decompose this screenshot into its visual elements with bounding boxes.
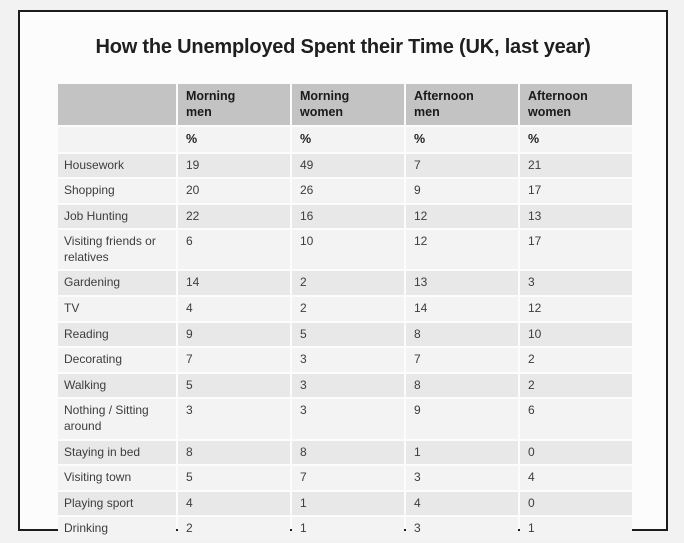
value-cell: 16 [292, 205, 404, 229]
row-label: TV [58, 297, 176, 321]
value-cell: 1 [520, 517, 632, 541]
row-label: Visiting friends or relatives [58, 230, 176, 269]
value-cell: 3 [292, 348, 404, 372]
row-label: Gardening [58, 271, 176, 295]
table-header-row [58, 84, 632, 125]
unit-cell: % [178, 127, 290, 151]
value-cell: 4 [520, 466, 632, 490]
table-row [58, 297, 632, 321]
table-row [58, 179, 632, 203]
value-cell: 6 [178, 230, 290, 269]
row-label: Visiting town [58, 466, 176, 490]
value-cell: 0 [520, 492, 632, 516]
value-cell: 8 [406, 374, 518, 398]
row-label: Nothing / Sitting around [58, 399, 176, 438]
value-cell: 14 [406, 297, 518, 321]
value-cell: 6 [520, 399, 632, 438]
time-use-table [56, 82, 634, 543]
row-label: Walking [58, 374, 176, 398]
value-cell: 17 [520, 179, 632, 203]
value-cell: 9 [406, 399, 518, 438]
column-header-morning-women: Morning women [292, 84, 404, 125]
value-cell: 5 [178, 374, 290, 398]
value-cell: 21 [520, 154, 632, 178]
unit-cell: % [520, 127, 632, 151]
value-cell: 12 [406, 205, 518, 229]
value-cell: 4 [178, 492, 290, 516]
value-cell: 3 [292, 374, 404, 398]
value-cell: 3 [406, 517, 518, 541]
value-cell: 22 [178, 205, 290, 229]
value-cell: 19 [178, 154, 290, 178]
value-cell: 2 [178, 517, 290, 541]
value-cell: 4 [406, 492, 518, 516]
row-label: Reading [58, 323, 176, 347]
column-header-afternoon-men: Afternoon men [406, 84, 518, 125]
value-cell: 8 [178, 441, 290, 465]
value-cell: 4 [178, 297, 290, 321]
value-cell: 3 [520, 271, 632, 295]
value-cell: 1 [406, 441, 518, 465]
page-title: How the Unemployed Spent their Time (UK, last year) [95, 36, 591, 58]
value-cell: 7 [406, 154, 518, 178]
document-frame [18, 10, 668, 536]
value-cell: 49 [292, 154, 404, 178]
table-row [58, 348, 632, 372]
table-row [58, 466, 632, 490]
value-cell: 12 [406, 230, 518, 269]
table-row [58, 374, 632, 398]
table-row [58, 230, 632, 269]
value-cell: 8 [292, 441, 404, 465]
row-label: Drinking [58, 517, 176, 541]
unit-cell: % [406, 127, 518, 151]
value-cell: 3 [406, 466, 518, 490]
table-row [58, 323, 632, 347]
unit-cell: % [292, 127, 404, 151]
value-cell: 2 [520, 374, 632, 398]
value-cell: 5 [292, 323, 404, 347]
column-header-afternoon-women: Afternoon women [520, 84, 632, 125]
row-label: Staying in bed [58, 441, 176, 465]
table-row [58, 399, 632, 438]
value-cell: 3 [178, 399, 290, 438]
table-row [58, 517, 632, 541]
unit-row-label [58, 127, 176, 151]
value-cell: 7 [406, 348, 518, 372]
table-row [58, 205, 632, 229]
value-cell: 5 [178, 466, 290, 490]
value-cell: 12 [520, 297, 632, 321]
value-cell: 9 [406, 179, 518, 203]
value-cell: 8 [406, 323, 518, 347]
table-row [58, 492, 632, 516]
column-header-morning-men: Morning men [178, 84, 290, 125]
value-cell: 13 [406, 271, 518, 295]
table-unit-row [58, 127, 632, 151]
value-cell: 2 [520, 348, 632, 372]
table-row [58, 271, 632, 295]
table-row [58, 154, 632, 178]
table-header-blank [58, 84, 176, 125]
value-cell: 2 [292, 297, 404, 321]
row-label: Playing sport [58, 492, 176, 516]
value-cell: 26 [292, 179, 404, 203]
row-label: Decorating [58, 348, 176, 372]
value-cell: 10 [292, 230, 404, 269]
row-label: Job Hunting [58, 205, 176, 229]
row-label: Shopping [58, 179, 176, 203]
value-cell: 3 [292, 399, 404, 438]
value-cell: 0 [520, 441, 632, 465]
value-cell: 10 [520, 323, 632, 347]
value-cell: 1 [292, 492, 404, 516]
value-cell: 17 [520, 230, 632, 269]
value-cell: 13 [520, 205, 632, 229]
value-cell: 1 [292, 517, 404, 541]
value-cell: 14 [178, 271, 290, 295]
value-cell: 20 [178, 179, 290, 203]
value-cell: 7 [292, 466, 404, 490]
value-cell: 2 [292, 271, 404, 295]
row-label: Housework [58, 154, 176, 178]
value-cell: 7 [178, 348, 290, 372]
value-cell: 9 [178, 323, 290, 347]
table-row [58, 441, 632, 465]
